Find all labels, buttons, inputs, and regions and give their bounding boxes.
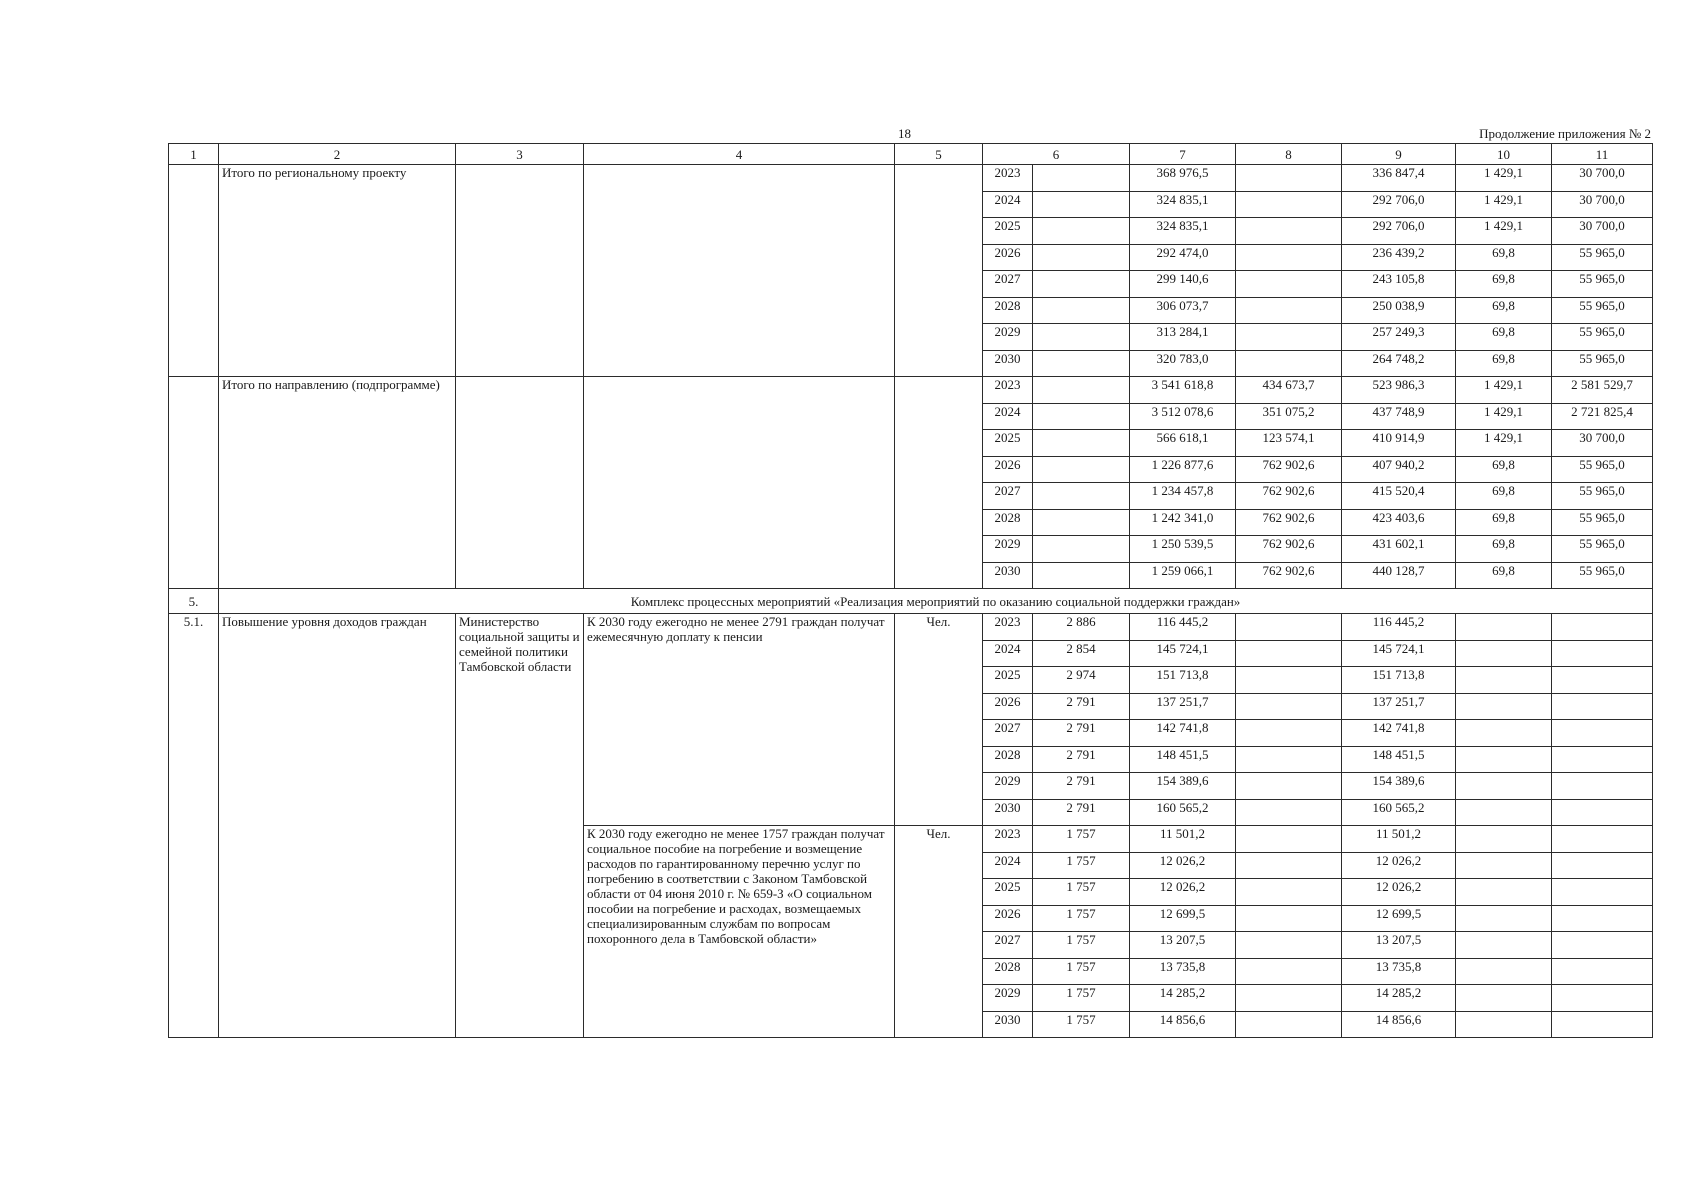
executor-cell (456, 165, 584, 377)
year-cell: 2029 (983, 985, 1033, 1012)
value-c11 (1552, 773, 1653, 800)
value-c9: 154 389,6 (1342, 773, 1456, 800)
value-c10: 69,8 (1456, 244, 1552, 271)
value-col6: 1 757 (1033, 1011, 1130, 1038)
value-c11 (1552, 746, 1653, 773)
value-c9: 437 748,9 (1342, 403, 1456, 430)
year-cell: 2025 (983, 430, 1033, 457)
value-c7: 148 451,5 (1130, 746, 1236, 773)
year-cell: 2023 (983, 614, 1033, 641)
year-cell: 2023 (983, 377, 1033, 404)
value-c10: 1 429,1 (1456, 165, 1552, 192)
value-c10 (1456, 905, 1552, 932)
value-col6: 2 854 (1033, 640, 1130, 667)
section-title: Комплекс процессных мероприятий «Реализация мероприятий по оказанию социальной поддержки граждан» (219, 589, 1653, 614)
year-cell: 2028 (983, 509, 1033, 536)
value-col6: 1 757 (1033, 932, 1130, 959)
year-cell: 2023 (983, 826, 1033, 853)
value-c10 (1456, 826, 1552, 853)
value-c7: 14 285,2 (1130, 985, 1236, 1012)
value-c8: 351 075,2 (1236, 403, 1342, 430)
value-c9: 431 602,1 (1342, 536, 1456, 563)
value-c10: 69,8 (1456, 456, 1552, 483)
value-c11: 55 965,0 (1552, 350, 1653, 377)
value-col6 (1033, 244, 1130, 271)
value-c7: 3 541 618,8 (1130, 377, 1236, 404)
value-col6 (1033, 430, 1130, 457)
value-c9: 423 403,6 (1342, 509, 1456, 536)
value-c9: 142 741,8 (1342, 720, 1456, 747)
value-col6: 2 791 (1033, 720, 1130, 747)
value-c9: 410 914,9 (1342, 430, 1456, 457)
value-c8 (1236, 244, 1342, 271)
value-c7: 12 026,2 (1130, 879, 1236, 906)
result-cell (584, 165, 895, 377)
value-c10 (1456, 693, 1552, 720)
value-col6 (1033, 218, 1130, 245)
value-c9: 236 439,2 (1342, 244, 1456, 271)
col-header: 9 (1342, 144, 1456, 165)
value-c10: 69,8 (1456, 562, 1552, 589)
value-c7: 292 474,0 (1130, 244, 1236, 271)
value-c8 (1236, 1011, 1342, 1038)
value-c8 (1236, 191, 1342, 218)
value-c9: 13 735,8 (1342, 958, 1456, 985)
year-cell: 2028 (983, 746, 1033, 773)
value-c7: 3 512 078,6 (1130, 403, 1236, 430)
value-c9: 250 038,9 (1342, 297, 1456, 324)
value-c10: 69,8 (1456, 324, 1552, 351)
value-col6: 1 757 (1033, 879, 1130, 906)
value-c8: 762 902,6 (1236, 456, 1342, 483)
value-c7: 320 783,0 (1130, 350, 1236, 377)
col-header: 7 (1130, 144, 1236, 165)
value-c8 (1236, 667, 1342, 694)
value-c9: 12 026,2 (1342, 879, 1456, 906)
value-c7: 154 389,6 (1130, 773, 1236, 800)
value-c8 (1236, 297, 1342, 324)
year-cell: 2025 (983, 667, 1033, 694)
value-c10: 1 429,1 (1456, 430, 1552, 457)
value-col6: 1 757 (1033, 826, 1130, 853)
value-c8 (1236, 640, 1342, 667)
value-c9: 407 940,2 (1342, 456, 1456, 483)
unit-cell: Чел. (895, 614, 983, 826)
value-c7: 1 242 341,0 (1130, 509, 1236, 536)
value-c7: 160 565,2 (1130, 799, 1236, 826)
row-number (169, 377, 219, 589)
value-c8: 123 574,1 (1236, 430, 1342, 457)
year-cell: 2028 (983, 958, 1033, 985)
value-c10 (1456, 958, 1552, 985)
value-col6 (1033, 403, 1130, 430)
value-c8 (1236, 271, 1342, 298)
value-c11 (1552, 852, 1653, 879)
value-c8 (1236, 932, 1342, 959)
table-row (169, 614, 1653, 641)
value-c11: 55 965,0 (1552, 483, 1653, 510)
item-executor: Министерство социальной защиты и семейной политики Тамбовской области (456, 614, 584, 1038)
year-cell: 2023 (983, 165, 1033, 192)
value-col6 (1033, 350, 1130, 377)
value-c8 (1236, 614, 1342, 641)
value-c11: 55 965,0 (1552, 297, 1653, 324)
col-header: 5 (895, 144, 983, 165)
value-c11: 55 965,0 (1552, 271, 1653, 298)
value-col6 (1033, 483, 1130, 510)
value-c10 (1456, 640, 1552, 667)
value-c9: 151 713,8 (1342, 667, 1456, 694)
value-col6 (1033, 297, 1130, 324)
value-col6: 2 791 (1033, 693, 1130, 720)
value-c9: 292 706,0 (1342, 191, 1456, 218)
value-c11 (1552, 958, 1653, 985)
value-c9: 264 748,2 (1342, 350, 1456, 377)
value-c7: 137 251,7 (1130, 693, 1236, 720)
value-c7: 1 259 066,1 (1130, 562, 1236, 589)
value-c8: 762 902,6 (1236, 536, 1342, 563)
value-c8 (1236, 799, 1342, 826)
value-c7: 14 856,6 (1130, 1011, 1236, 1038)
value-c7: 306 073,7 (1130, 297, 1236, 324)
item-name: Повышение уровня доходов граждан (219, 614, 456, 1038)
value-c11: 55 965,0 (1552, 244, 1653, 271)
value-c11 (1552, 985, 1653, 1012)
value-col6: 1 757 (1033, 958, 1130, 985)
value-c9: 415 520,4 (1342, 483, 1456, 510)
value-c8 (1236, 693, 1342, 720)
table-row (169, 165, 1653, 192)
value-c7: 12 026,2 (1130, 852, 1236, 879)
year-cell: 2024 (983, 191, 1033, 218)
year-cell: 2024 (983, 403, 1033, 430)
value-c10: 69,8 (1456, 509, 1552, 536)
year-cell: 2025 (983, 218, 1033, 245)
section-row (169, 589, 1653, 614)
value-c9: 137 251,7 (1342, 693, 1456, 720)
value-c8 (1236, 826, 1342, 853)
value-c7: 142 741,8 (1130, 720, 1236, 747)
value-c9: 13 207,5 (1342, 932, 1456, 959)
value-c11: 30 700,0 (1552, 191, 1653, 218)
value-c11 (1552, 799, 1653, 826)
value-c9: 257 249,3 (1342, 324, 1456, 351)
value-c8: 434 673,7 (1236, 377, 1342, 404)
value-c9: 160 565,2 (1342, 799, 1456, 826)
group-label: Итого по региональному проекту (219, 165, 456, 377)
value-c10: 69,8 (1456, 297, 1552, 324)
value-c9: 14 856,6 (1342, 1011, 1456, 1038)
value-c11: 2 581 529,7 (1552, 377, 1653, 404)
year-cell: 2028 (983, 297, 1033, 324)
value-c11 (1552, 905, 1653, 932)
value-c8 (1236, 720, 1342, 747)
value-c9: 243 105,8 (1342, 271, 1456, 298)
value-c11 (1552, 1011, 1653, 1038)
value-c11 (1552, 826, 1653, 853)
value-c11 (1552, 932, 1653, 959)
section-number: 5. (169, 589, 219, 614)
year-cell: 2029 (983, 324, 1033, 351)
year-cell: 2029 (983, 536, 1033, 563)
value-c10 (1456, 932, 1552, 959)
continuation-label: Продолжение приложения № 2 (1479, 126, 1651, 141)
value-c9: 11 501,2 (1342, 826, 1456, 853)
value-c9: 336 847,4 (1342, 165, 1456, 192)
result-text: К 2030 году ежегодно не менее 2791 граждан получат ежемесячную доплату к пенсии (584, 614, 895, 826)
value-c7: 1 226 877,6 (1130, 456, 1236, 483)
value-c11 (1552, 693, 1653, 720)
value-col6: 2 791 (1033, 773, 1130, 800)
year-cell: 2030 (983, 350, 1033, 377)
value-c7: 368 976,5 (1130, 165, 1236, 192)
col-header: 8 (1236, 144, 1342, 165)
value-col6 (1033, 509, 1130, 536)
col-header: 1 (169, 144, 219, 165)
value-c8 (1236, 773, 1342, 800)
value-c9: 523 986,3 (1342, 377, 1456, 404)
value-c8: 762 902,6 (1236, 509, 1342, 536)
value-c9: 14 285,2 (1342, 985, 1456, 1012)
value-c8 (1236, 958, 1342, 985)
value-c9: 292 706,0 (1342, 218, 1456, 245)
year-cell: 2030 (983, 1011, 1033, 1038)
value-col6 (1033, 324, 1130, 351)
unit-cell: Чел. (895, 826, 983, 1038)
value-c10: 1 429,1 (1456, 218, 1552, 245)
value-c9: 12 699,5 (1342, 905, 1456, 932)
value-c7: 11 501,2 (1130, 826, 1236, 853)
col-header: 4 (584, 144, 895, 165)
value-c8 (1236, 324, 1342, 351)
value-c7: 145 724,1 (1130, 640, 1236, 667)
value-col6 (1033, 191, 1130, 218)
year-cell: 2027 (983, 483, 1033, 510)
value-c9: 440 128,7 (1342, 562, 1456, 589)
value-c11: 55 965,0 (1552, 324, 1653, 351)
value-c7: 12 699,5 (1130, 905, 1236, 932)
value-c9: 148 451,5 (1342, 746, 1456, 773)
value-col6 (1033, 536, 1130, 563)
value-c9: 145 724,1 (1342, 640, 1456, 667)
value-c11: 2 721 825,4 (1552, 403, 1653, 430)
year-cell: 2026 (983, 456, 1033, 483)
value-c8 (1236, 746, 1342, 773)
value-c8 (1236, 218, 1342, 245)
year-cell: 2026 (983, 244, 1033, 271)
year-cell: 2026 (983, 905, 1033, 932)
value-c8 (1236, 350, 1342, 377)
year-cell: 2027 (983, 271, 1033, 298)
value-c7: 13 207,5 (1130, 932, 1236, 959)
year-cell: 2024 (983, 852, 1033, 879)
result-text: К 2030 году ежегодно не менее 1757 граждан получат социальное пособие на погребение и возмещение расходов по гарантированному перечню услуг по погребению в соответствии с Законом Тамбовской области от 04 июня 2010 г. № 659-З «О социальном пособии на погребение и расходах, возмещаемых специализированным службам по вопросам похоронного дела в Тамбовской области» (584, 826, 895, 1038)
value-c11 (1552, 614, 1653, 641)
value-col6: 2 974 (1033, 667, 1130, 694)
value-c10 (1456, 746, 1552, 773)
year-cell: 2024 (983, 640, 1033, 667)
value-col6 (1033, 377, 1130, 404)
value-c8 (1236, 852, 1342, 879)
value-c10 (1456, 773, 1552, 800)
value-c10 (1456, 614, 1552, 641)
value-c11: 55 965,0 (1552, 562, 1653, 589)
value-c10: 69,8 (1456, 350, 1552, 377)
value-c11: 30 700,0 (1552, 430, 1653, 457)
year-cell: 2026 (983, 693, 1033, 720)
value-c8 (1236, 905, 1342, 932)
value-c8 (1236, 879, 1342, 906)
value-c7: 566 618,1 (1130, 430, 1236, 457)
year-cell: 2027 (983, 720, 1033, 747)
column-number-row (169, 144, 1653, 165)
year-cell: 2027 (983, 932, 1033, 959)
value-c11: 55 965,0 (1552, 536, 1653, 563)
value-col6 (1033, 165, 1130, 192)
table-row (169, 377, 1653, 404)
value-col6 (1033, 271, 1130, 298)
col-header: 2 (219, 144, 456, 165)
result-cell (584, 377, 895, 589)
value-col6: 2 791 (1033, 799, 1130, 826)
value-c7: 116 445,2 (1130, 614, 1236, 641)
value-c11 (1552, 667, 1653, 694)
value-c11 (1552, 720, 1653, 747)
appendix-table (168, 143, 1653, 1038)
value-col6 (1033, 456, 1130, 483)
value-col6: 2 886 (1033, 614, 1130, 641)
col-header: 10 (1456, 144, 1552, 165)
executor-cell (456, 377, 584, 589)
page-number: 18 (898, 126, 911, 141)
value-c8: 762 902,6 (1236, 483, 1342, 510)
unit-cell (895, 165, 983, 377)
value-c10 (1456, 879, 1552, 906)
value-col6: 1 757 (1033, 985, 1130, 1012)
year-cell: 2030 (983, 799, 1033, 826)
value-c10: 69,8 (1456, 483, 1552, 510)
col-header: 6 (983, 144, 1130, 165)
value-c11: 30 700,0 (1552, 218, 1653, 245)
col-header: 3 (456, 144, 584, 165)
value-col6: 2 791 (1033, 746, 1130, 773)
value-c8 (1236, 985, 1342, 1012)
value-c10: 1 429,1 (1456, 403, 1552, 430)
value-c7: 324 835,1 (1130, 191, 1236, 218)
row-number (169, 165, 219, 377)
value-c7: 299 140,6 (1130, 271, 1236, 298)
value-c10: 1 429,1 (1456, 191, 1552, 218)
value-c8 (1236, 165, 1342, 192)
value-c9: 116 445,2 (1342, 614, 1456, 641)
value-c10: 1 429,1 (1456, 377, 1552, 404)
value-c10 (1456, 720, 1552, 747)
value-col6: 1 757 (1033, 852, 1130, 879)
value-c7: 313 284,1 (1130, 324, 1236, 351)
year-cell: 2025 (983, 879, 1033, 906)
value-c7: 324 835,1 (1130, 218, 1236, 245)
value-c7: 13 735,8 (1130, 958, 1236, 985)
value-c10 (1456, 799, 1552, 826)
value-c10 (1456, 852, 1552, 879)
value-c11: 55 965,0 (1552, 456, 1653, 483)
value-c7: 151 713,8 (1130, 667, 1236, 694)
value-c9: 12 026,2 (1342, 852, 1456, 879)
unit-cell (895, 377, 983, 589)
group-label: Итого по направлению (подпрограмме) (219, 377, 456, 589)
value-c11: 55 965,0 (1552, 509, 1653, 536)
year-cell: 2029 (983, 773, 1033, 800)
value-col6 (1033, 562, 1130, 589)
value-c10 (1456, 667, 1552, 694)
value-col6: 1 757 (1033, 905, 1130, 932)
year-cell: 2030 (983, 562, 1033, 589)
value-c8: 762 902,6 (1236, 562, 1342, 589)
value-c10: 69,8 (1456, 536, 1552, 563)
col-header: 11 (1552, 144, 1653, 165)
value-c11 (1552, 640, 1653, 667)
item-number: 5.1. (169, 614, 219, 1038)
value-c11 (1552, 879, 1653, 906)
value-c7: 1 250 539,5 (1130, 536, 1236, 563)
value-c7: 1 234 457,8 (1130, 483, 1236, 510)
value-c10 (1456, 1011, 1552, 1038)
value-c10 (1456, 985, 1552, 1012)
value-c10: 69,8 (1456, 271, 1552, 298)
value-c11: 30 700,0 (1552, 165, 1653, 192)
